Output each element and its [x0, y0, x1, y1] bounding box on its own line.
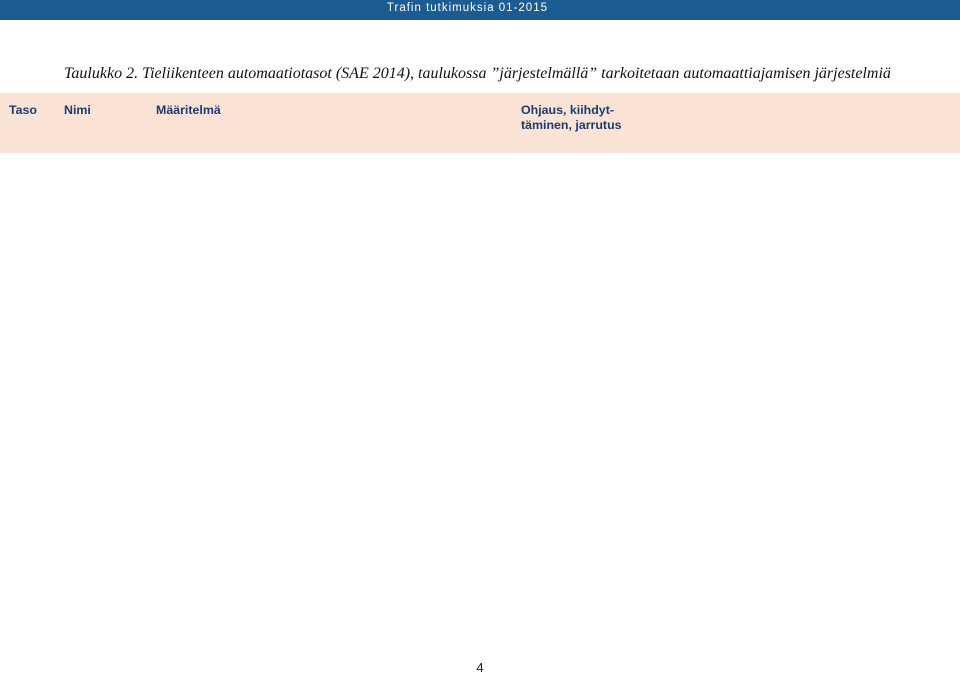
col-header-ohjaus	[521, 103, 633, 132]
col-header-maaritelma: Määritelmä	[156, 103, 221, 117]
col-header-ohjaus-line: Ohjaus, kiihdyt-	[521, 103, 614, 117]
table-caption: Taulukko 2. Tieliikenteen automaatiotasot (SAE 2014), taulukossa ”järjestelmällä” tarkoitetaan automaattiajamisen järjestelmiä	[64, 65, 891, 82]
page-number: 4	[476, 660, 484, 675]
column-header-band	[0, 93, 960, 153]
col-header-ohjaus-line: täminen, jarrutus	[521, 117, 622, 132]
series-title: Trafin tutkimuksia 01-2015	[386, 2, 548, 14]
col-header-taso: Taso	[9, 103, 37, 117]
header-bar	[0, 0, 960, 20]
col-header-nimi: Nimi	[64, 103, 91, 117]
